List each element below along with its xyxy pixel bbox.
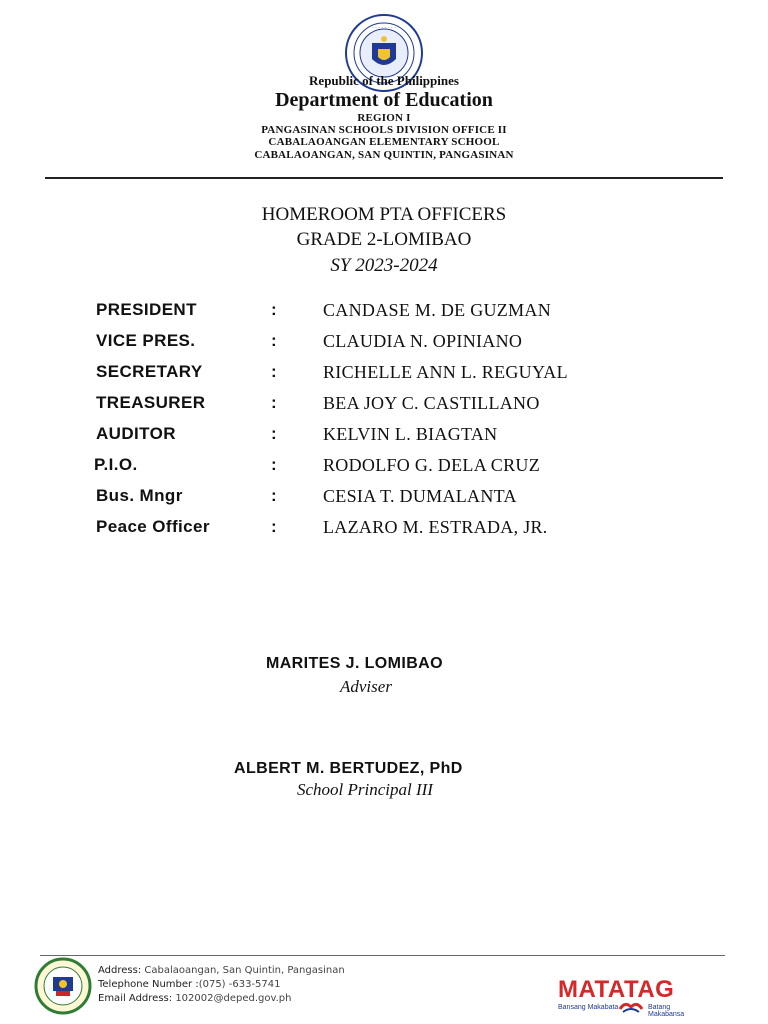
address-value: Cabalaoangan, San Quintin, Pangasinan <box>144 965 345 976</box>
footer-telephone-line <box>98 978 345 992</box>
officer-position: VICE PRES. <box>96 331 196 350</box>
officer-row <box>96 486 696 512</box>
principal-name: ALBERT M. BERTUDEZ, PhD <box>234 760 463 777</box>
officer-position: Bus. Mngr <box>96 486 183 505</box>
matatag-wordmark: MATATAG <box>558 976 675 1003</box>
officer-row <box>96 455 696 481</box>
officer-separator: : <box>271 300 277 319</box>
officer-position: AUDITOR <box>96 424 176 443</box>
officer-name: CANDASE M. DE GUZMAN <box>323 300 552 320</box>
republic-text: Republic of the Philippines <box>309 73 459 88</box>
email-label: Email Address: <box>98 993 173 1004</box>
school-year: SY 2023-2024 <box>330 255 438 276</box>
address-label: Address: <box>98 965 142 976</box>
officer-separator: : <box>271 517 277 536</box>
school-name: CABALAOANGAN ELEMENTARY SCHOOL <box>268 136 500 148</box>
telephone-value: (075) -633-5741 <box>198 979 281 990</box>
footer-divider <box>40 955 725 956</box>
footer-email-line <box>98 992 345 1006</box>
region-text: REGION I <box>357 112 411 124</box>
officer-position: Peace Officer <box>96 517 210 536</box>
officer-separator: : <box>271 362 277 381</box>
officer-name: BEA JOY C. CASTILLANO <box>323 393 540 413</box>
grade-section: GRADE 2-LOMIBAO <box>296 229 472 250</box>
heart-hands-icon <box>618 1001 644 1014</box>
officer-row <box>96 424 696 450</box>
officer-row <box>96 517 696 543</box>
officer-name: RICHELLE ANN L. REGUYAL <box>323 362 568 382</box>
officer-position: PRESIDENT <box>96 300 197 319</box>
matatag-tagline-left: Bansang Makabata <box>558 1004 619 1011</box>
officer-row <box>96 362 696 388</box>
officer-position: TREASURER <box>96 393 206 412</box>
adviser-title: Adviser <box>340 677 392 696</box>
department-title: Department of Education <box>275 89 493 111</box>
officer-separator: : <box>271 331 277 350</box>
officer-name: RODOLFO G. DELA CRUZ <box>323 455 541 475</box>
officer-separator: : <box>271 424 277 443</box>
officer-position: P.I.O. <box>94 455 138 474</box>
telephone-label: Telephone Number : <box>98 979 199 990</box>
adviser-name: MARITES J. LOMIBAO <box>266 655 443 672</box>
officer-position: SECRETARY <box>96 362 203 381</box>
division-text: PANGASINAN SCHOOLS DIVISION OFFICE II <box>261 124 507 136</box>
officer-name: CESIA T. DUMALANTA <box>323 486 517 506</box>
school-logo-icon <box>34 957 92 1015</box>
header-divider <box>45 177 723 179</box>
officer-row <box>96 331 696 357</box>
matatag-logo <box>556 976 708 1018</box>
document-title: HOMEROOM PTA OFFICERS <box>261 204 507 225</box>
officer-row <box>96 300 696 326</box>
officer-row <box>96 393 696 419</box>
footer-address-line <box>98 964 345 978</box>
officer-name: KELVIN L. BIAGTAN <box>323 424 498 444</box>
officer-separator: : <box>271 486 277 505</box>
officer-name: LAZARO M. ESTRADA, JR. <box>323 517 548 537</box>
officer-separator: : <box>271 455 277 474</box>
officer-name: CLAUDIA N. OPINIANO <box>323 331 523 351</box>
officer-separator: : <box>271 393 277 412</box>
svg-text:· · · · · · · ·: · · · · · · · · <box>372 25 396 31</box>
email-value: 102002@deped.gov.ph <box>175 993 292 1004</box>
principal-title: School Principal III <box>297 780 433 799</box>
matatag-tagline-right: Batang Makabansa <box>648 1004 685 1018</box>
footer-contact <box>98 964 345 1006</box>
school-address: CABALAOANGAN, SAN QUINTIN, PANGASINAN <box>254 149 514 161</box>
